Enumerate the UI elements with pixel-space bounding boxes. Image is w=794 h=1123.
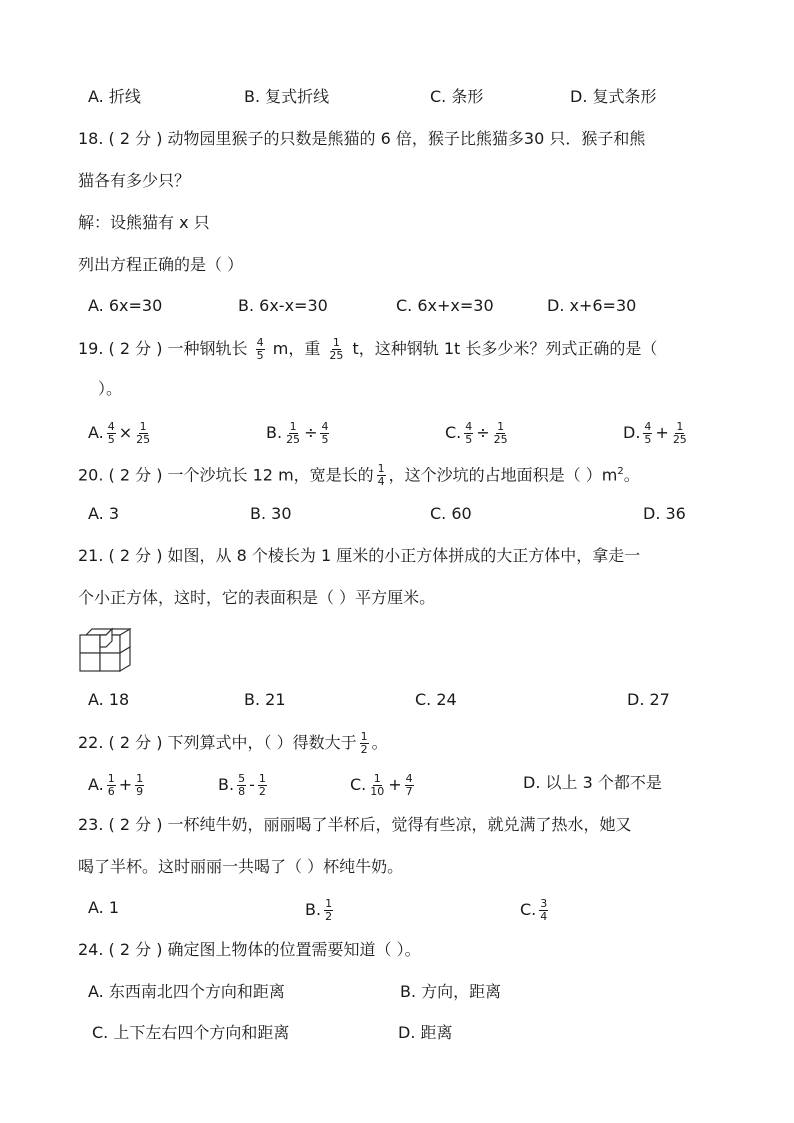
q23-option-a[interactable]: A. 1 xyxy=(88,898,120,917)
q19-option-c[interactable]: C. $\frac{4}{5}$ ÷ $\frac{1}{25}$ xyxy=(445,420,508,446)
q23-option-c[interactable]: C. $\frac{3}{4}$ xyxy=(520,897,548,923)
q22-option-c[interactable]: C. $\frac{1}{10}$ + $\frac{4}{7}$ xyxy=(350,772,413,798)
q18-option-b[interactable]: B. 6x-x=30 xyxy=(238,296,328,315)
q18-option-c[interactable]: C. 6x+x=30 xyxy=(396,296,494,315)
q17-option-c[interactable]: C. 条形 xyxy=(430,87,484,106)
q23-question-line1: 23. ( 2 分 ) 一杯纯牛奶，丽丽喝了半杯后，觉得有些凉，就兑满了热水，她又 xyxy=(78,815,632,834)
q19-length-fraction: $\frac{4}{5}$ xyxy=(256,336,264,362)
q19-option-d[interactable]: D. $\frac{4}{5}$ + $\frac{1}{25}$ xyxy=(623,420,687,446)
cube-figure xyxy=(78,627,132,673)
q21-option-b[interactable]: B. 21 xyxy=(244,690,286,709)
q19-question-line1 xyxy=(78,337,657,362)
q20-fraction: $\frac{1}{4}$ xyxy=(377,462,385,489)
q20-option-b[interactable]: B. 30 xyxy=(250,504,292,523)
q19-question-line2: ）。 xyxy=(98,379,123,398)
q22-option-b[interactable]: B. $\frac{5}{8}$ - $\frac{1}{2}$ xyxy=(218,772,266,798)
q22-option-a[interactable]: A. $\frac{1}{6}$ + $\frac{1}{9}$ xyxy=(88,772,144,798)
q18-question-line1: 18. ( 2 分 ) 动物园里猴子的只数是熊猫的 6 倍，猴子比熊猫多30 只．猴子和熊 xyxy=(78,129,646,148)
q19-option-a[interactable]: A. $\frac{4}{5}$ × $\frac{1}{25}$ xyxy=(88,420,151,446)
q20-option-c[interactable]: C. 60 xyxy=(430,504,472,523)
q22-fraction: $\frac{1}{2}$ xyxy=(360,730,368,756)
q17-option-b[interactable]: B. 复式折线 xyxy=(244,87,330,106)
q24-option-c[interactable]: C. 上下左右四个方向和距离 xyxy=(92,1023,290,1042)
q19-suffix: t，这种钢轨 1t 长多少米？列式正确的是（ xyxy=(352,339,658,358)
q21-question-line1: 21. ( 2 分 ) 如图，从 8 个棱长为 1 厘米的小正方体拼成的大正方体中，拿走一 xyxy=(78,546,641,565)
q23-question-line2: 喝了半杯。这时丽丽一共喝了（ ）杯纯牛奶。 xyxy=(78,857,404,876)
q24-option-b[interactable]: B. 方向，距离 xyxy=(400,982,502,1001)
q24-question: 24. ( 2 分 ) 确定图上物体的位置需要知道（ ）。 xyxy=(78,940,421,959)
q24-option-a[interactable]: A. 东西南北四个方向和距离 xyxy=(88,982,285,1001)
q21-question-line2: 个小正方体，这时，它的表面积是（ ）平方厘米。 xyxy=(78,588,436,607)
q18-question-line2: 猫各有多少只？ xyxy=(78,171,191,190)
q23-option-b[interactable]: B. $\frac{1}{2}$ xyxy=(305,897,333,923)
cube-front-face xyxy=(80,635,100,653)
q19-prefix: 19. ( 2 分 ) 一种钢轨长 xyxy=(78,339,248,358)
q20-question: 20. ( 2 分 ) 一个沙坑长 12 m，宽是长的 $\frac{1}{4}$ ，这个沙坑的占地面积是（ ）$m^2$。 xyxy=(78,462,640,489)
q22-option-d[interactable]: D. 以上 3 个都不是 xyxy=(523,773,662,792)
q21-option-c[interactable]: C. 24 xyxy=(415,690,457,709)
q20-option-a[interactable]: A. 3 xyxy=(88,504,120,523)
q17-option-a[interactable]: A. 折线 xyxy=(88,87,141,106)
q22-question: 22. ( 2 分 ) 下列算式中，（ ）得数大于 $\frac{1}{2}$ 。 xyxy=(78,730,388,756)
q19-mid: m，重 xyxy=(272,339,321,358)
q21-option-a[interactable]: A. 18 xyxy=(88,690,130,709)
q19-option-b[interactable]: B. $\frac{1}{25}$ ÷ $\frac{4}{5}$ xyxy=(266,420,329,446)
q18-option-d[interactable]: D. x+6=30 xyxy=(547,296,637,315)
q24-option-d[interactable]: D. 距离 xyxy=(398,1023,453,1042)
q17-option-d[interactable]: D. 复式条形 xyxy=(570,87,657,106)
q19-weight-fraction: $\frac{1}{25}$ xyxy=(329,336,344,362)
q21-option-d[interactable]: D. 27 xyxy=(627,690,670,709)
q18-solution-setup: 解：设熊猫有 x 只 xyxy=(78,213,210,232)
q18-option-a[interactable]: A. 6x=30 xyxy=(88,296,163,315)
q20-option-d[interactable]: D. 36 xyxy=(643,504,686,523)
q18-prompt: 列出方程正确的是（ ） xyxy=(78,255,244,274)
